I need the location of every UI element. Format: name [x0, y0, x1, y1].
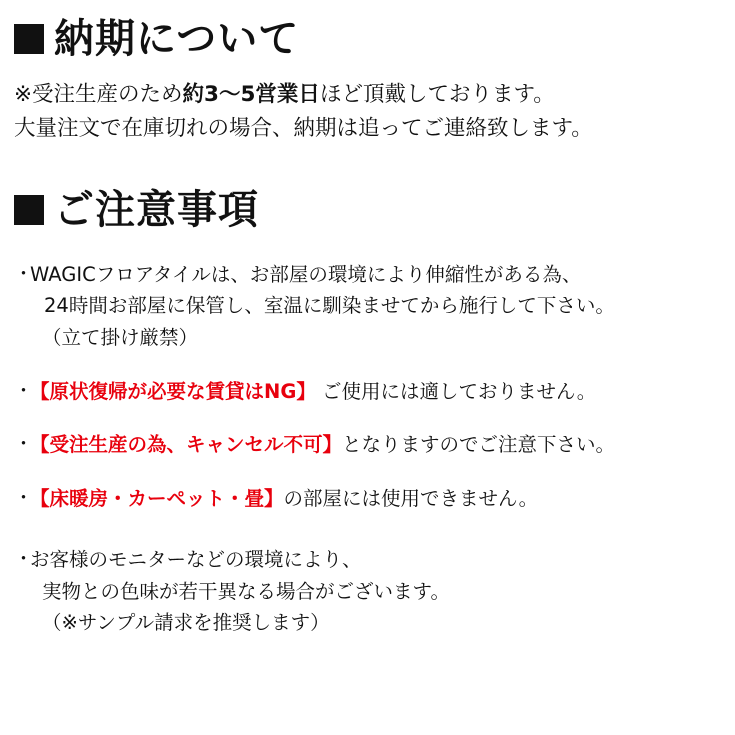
- note-line: （立て掛け厳禁）: [42, 325, 199, 349]
- note-line: 24時間お部屋に保管し、室温に馴染ませてから施行して下さい。: [44, 294, 615, 318]
- note-line: 実物との色味が若干異なる場合がございます。: [42, 579, 450, 603]
- delivery-line-1: [14, 78, 721, 112]
- bullet-icon: ・: [14, 262, 34, 285]
- list-item: [14, 429, 721, 461]
- note-line: お客様のモニターなどの環境により、: [30, 548, 362, 572]
- black-square-icon: [14, 24, 44, 54]
- delivery-line-2: 大量注文で在庫切れの場合、納期は追ってご連絡致します。: [14, 116, 593, 142]
- note-warning-rest: となりますのでご注意下さい。: [342, 433, 616, 457]
- note-warning-highlight: 【受注生産の為、キャンセル不可】: [30, 433, 343, 457]
- list-item: [14, 544, 721, 639]
- note-body: [30, 429, 721, 461]
- note-body: [30, 376, 721, 408]
- note-warning-rest: の部屋には使用できません。: [283, 486, 539, 510]
- note-warning-rest: ご使用には適しておりません。: [315, 379, 597, 403]
- delivery-line-1-part-1: ※受注生産のため: [14, 82, 183, 107]
- section-heading-notes-text: ご注意事項: [54, 186, 259, 233]
- note-body: [30, 544, 721, 639]
- bullet-icon: ・: [14, 486, 34, 509]
- delivery-body: [14, 78, 721, 147]
- section-heading-notes: [14, 187, 721, 233]
- bullet-icon: ・: [14, 548, 34, 571]
- bullet-icon: ・: [14, 379, 34, 402]
- note-line: （※サンプル請求を推奨します）: [42, 611, 330, 635]
- section-heading-delivery: [14, 16, 721, 62]
- notes-list: [14, 259, 721, 639]
- delivery-lead-time: 約3〜5営業日: [182, 82, 320, 107]
- note-warning-highlight: 【床暖房・カーペット・畳】: [30, 486, 284, 510]
- list-item: [14, 259, 721, 354]
- list-item: [14, 483, 721, 515]
- bullet-icon: ・: [14, 433, 34, 456]
- list-item: [14, 376, 721, 408]
- section-heading-delivery-text: 納期について: [54, 16, 300, 62]
- note-warning-highlight: 【原状復帰が必要な賃貸はNG】: [30, 379, 316, 403]
- note-line: WAGICフロアタイルは、お部屋の環境により伸縮性がある為、: [30, 262, 582, 286]
- note-body: [30, 483, 721, 515]
- delivery-line-1-part-3: ほど頂戴しております。: [319, 82, 555, 107]
- black-square-icon: [14, 195, 44, 225]
- note-body: [30, 259, 721, 354]
